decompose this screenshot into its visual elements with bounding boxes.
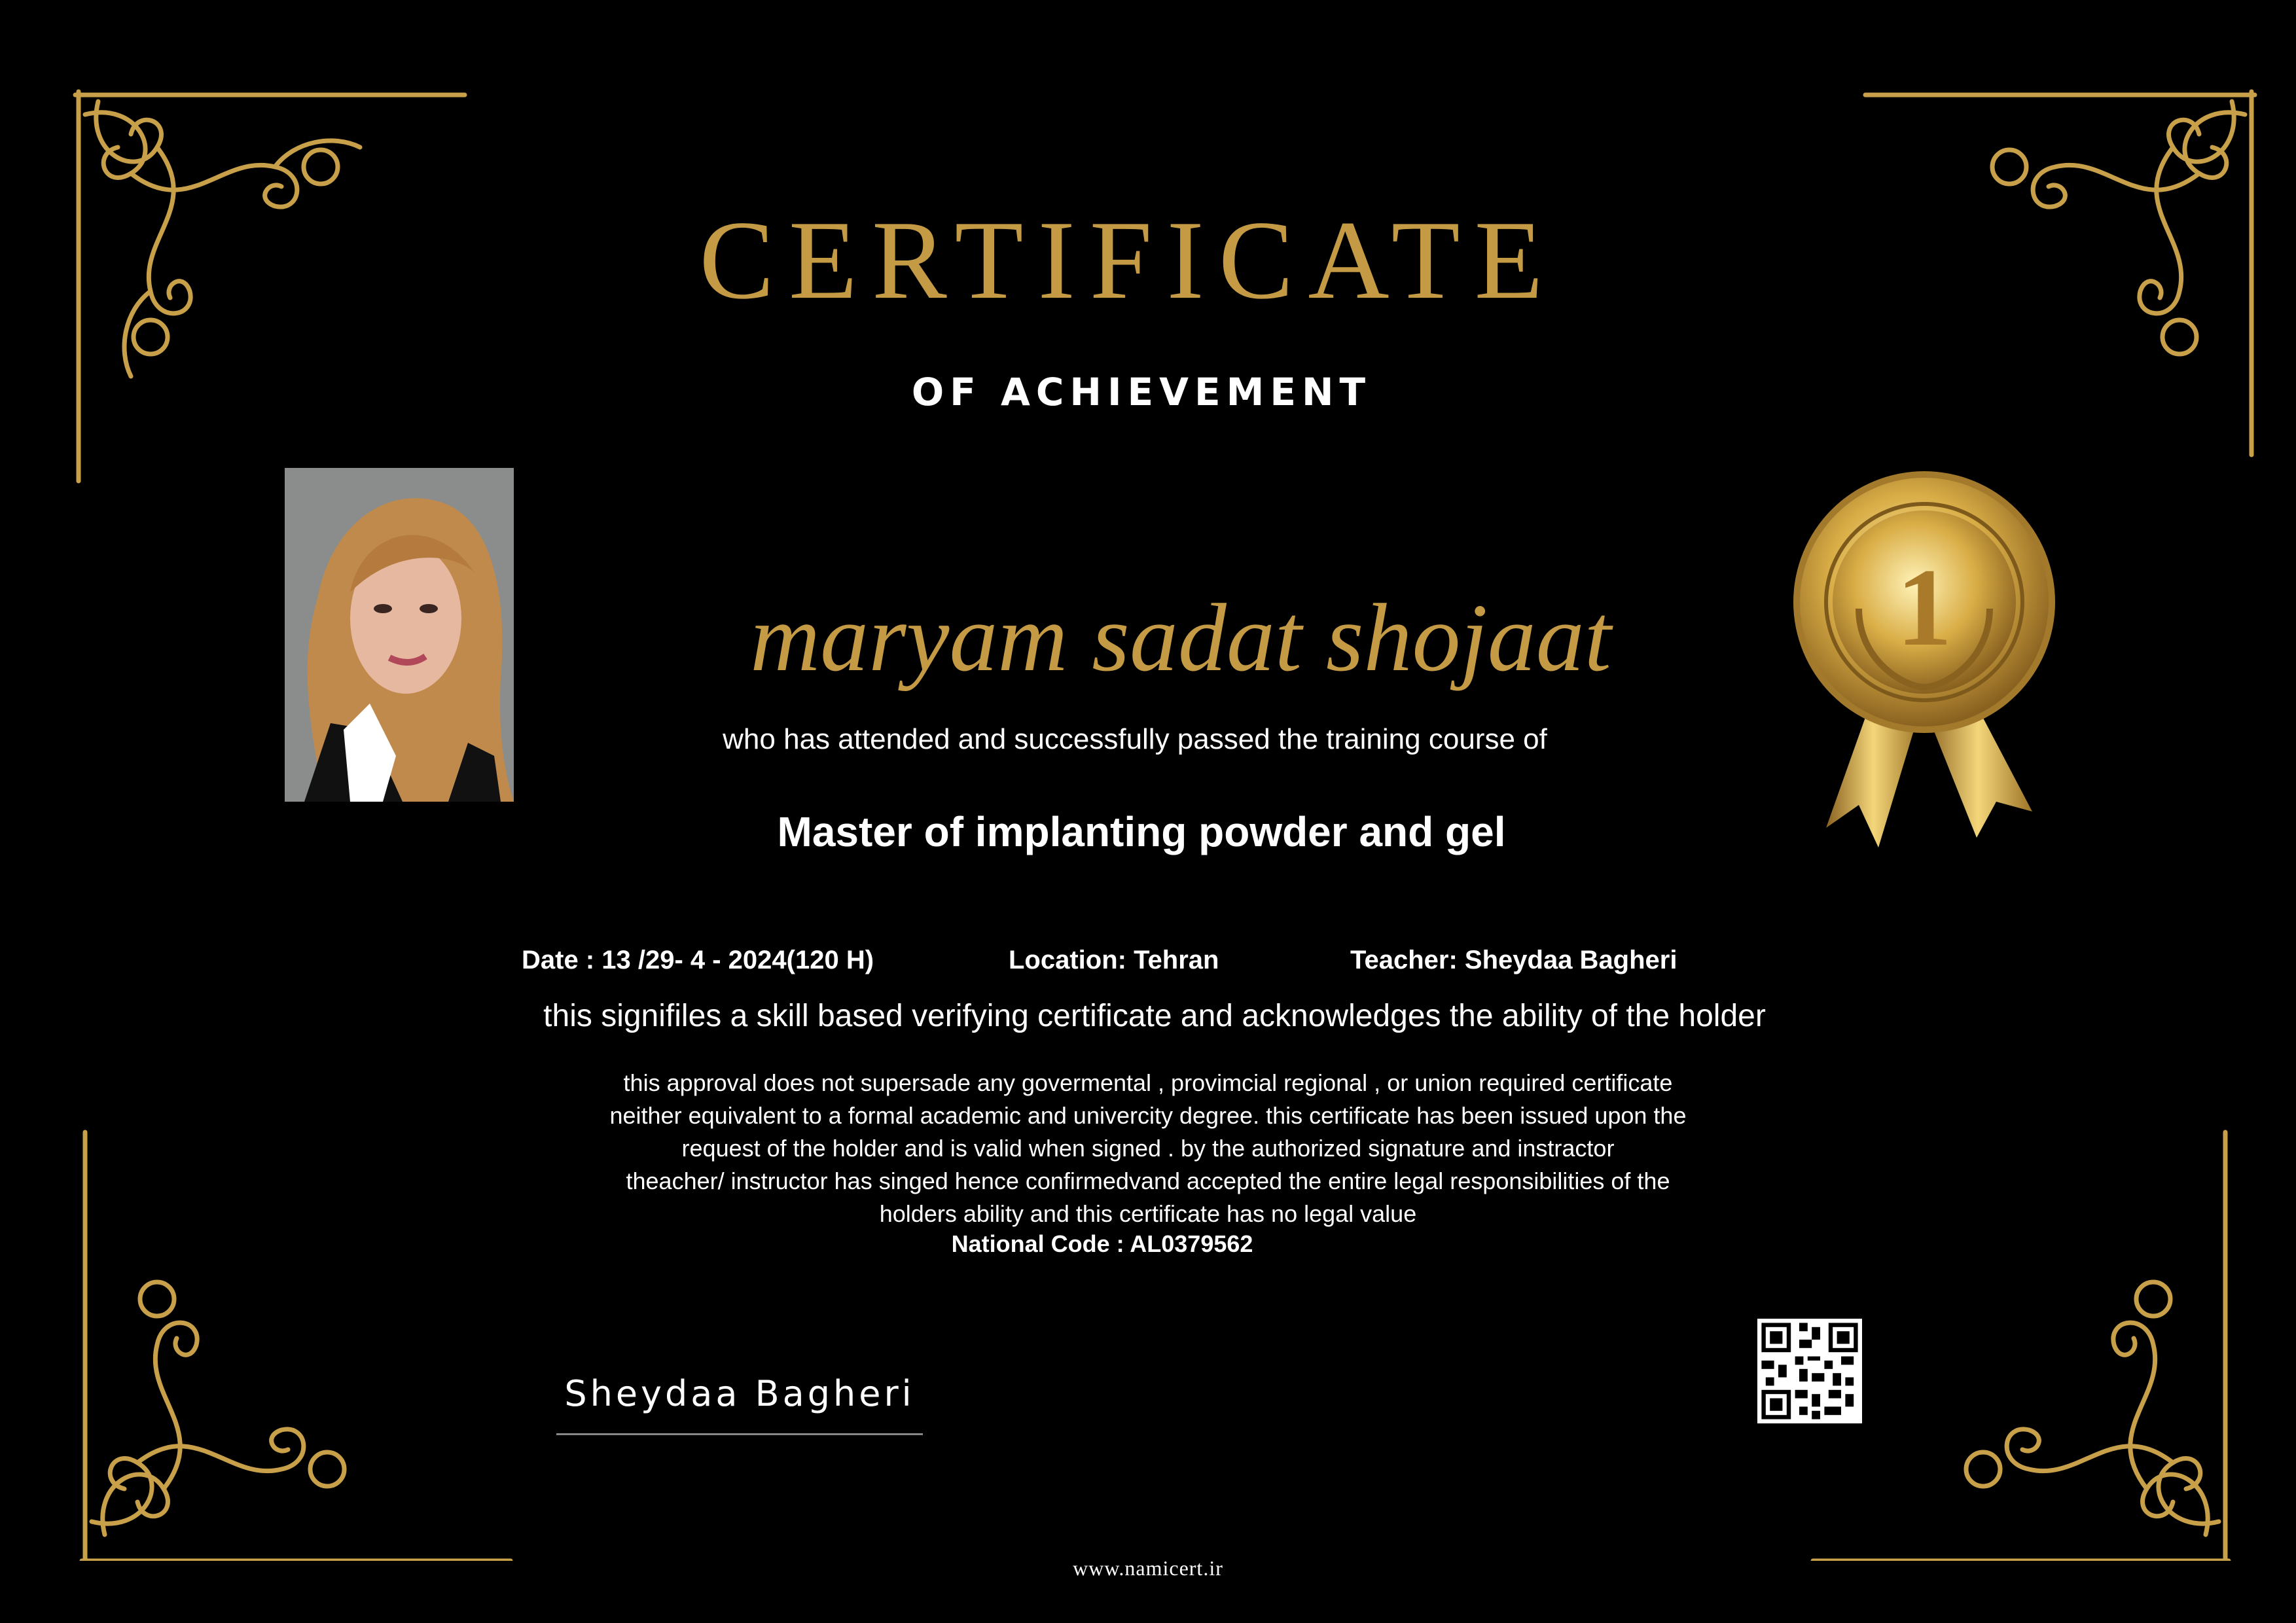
- national-code: National Code : AL0379562: [951, 1230, 1253, 1257]
- course-name: Master of implanting powder and gel: [777, 808, 1506, 855]
- disclaimer-line: request of the holder and is valid when signed . by the authorized signature and instractor: [681, 1135, 1615, 1162]
- disclaimer-line: this approval does not supersade any govermental , provimcial regional , or union required certificate: [623, 1069, 1673, 1096]
- website-url: www.namicert.ir: [1073, 1556, 1223, 1580]
- disclaimer-text: [0, 1067, 2296, 1230]
- gold-medal-icon: [1780, 471, 2068, 851]
- teacher-name: Sheydaa Bagheri: [1464, 946, 1677, 974]
- signature-line: [556, 1433, 923, 1435]
- certificate-title: CERTIFICATE: [699, 198, 1558, 323]
- disclaimer-line: theacher/ instructor has singed hence confirmedvand accepted the entire legal responsibilities of the: [626, 1168, 1670, 1194]
- attended-text: who has attended and successfully passed the training course of: [723, 723, 1547, 755]
- disclaimer-line: neither equivalent to a formal academic and univercity degree. this certificate has been issued upon the: [609, 1102, 1687, 1129]
- signifies-text: this signifiles a skill based verifying certificate and acknowledges the ability of the holder: [543, 999, 1766, 1033]
- teacher-label: Teacher:: [1350, 946, 1458, 974]
- certificate-subtitle: OF ACHIEVEMENT: [911, 370, 1372, 414]
- signature-name: Sheydaa Bagheri: [564, 1373, 915, 1414]
- course-location: Location: Tehran: [1009, 946, 1219, 974]
- medal-rank: 1: [1896, 546, 1952, 669]
- disclaimer-line: holders ability and this certificate has no legal value: [879, 1200, 1417, 1227]
- recipient-name: maryam sadat shojaat: [750, 584, 1611, 692]
- teacher-info: [1350, 946, 1677, 975]
- qr-code-icon: [1757, 1319, 1862, 1423]
- course-date: Date : 13 /29- 4 - 2024(120 H): [522, 946, 874, 974]
